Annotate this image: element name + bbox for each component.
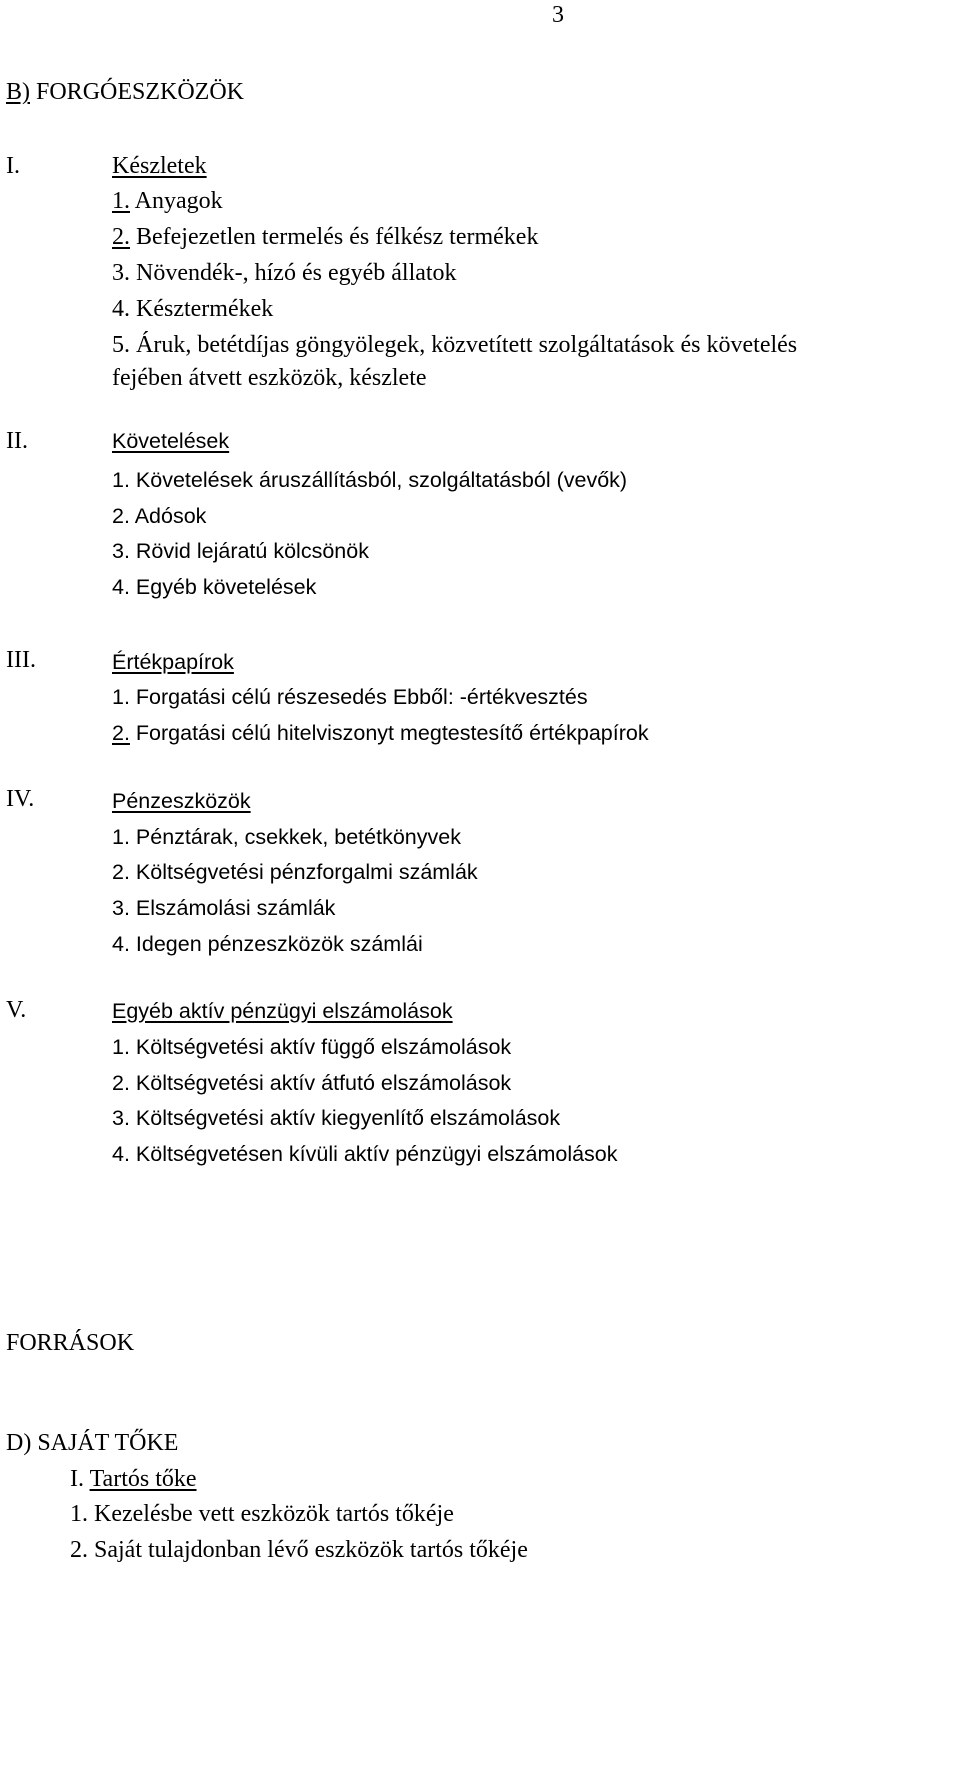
- page-number: 3: [552, 2, 564, 28]
- list-item: 3. Költségvetési aktív kiegyenlítő elszámolások: [112, 1106, 561, 1130]
- group-title-kovetelesek: Követelések: [112, 429, 230, 453]
- section-b-letter: B): [6, 79, 30, 105]
- list-item: 2. Költségvetési aktív átfutó elszámolások: [112, 1071, 512, 1095]
- list-item: 1. Pénztárak, csekkek, betétkönyvek: [112, 825, 461, 849]
- section-d-subheading: I. Tartós tőke: [70, 1466, 197, 1492]
- list-item: 4. Idegen pénzeszközök számlái: [112, 932, 423, 956]
- list-item: 2. Adósok: [112, 504, 207, 528]
- list-item: 1. Követelések áruszállításból, szolgáltatásból (vevők): [112, 468, 628, 492]
- group-title-penzeszkozok: Pénzeszközök: [112, 789, 251, 813]
- group-roman-iii: III.: [6, 647, 36, 673]
- list-item: 1. Forgatási célú részesedés Ebből: -értékvesztés: [112, 685, 588, 709]
- list-item: 3. Növendék-, hízó és egyéb állatok: [112, 260, 457, 286]
- group-title-keszletek: Készletek: [112, 153, 207, 179]
- group-roman-ii: II.: [6, 428, 28, 454]
- tartos-toke-title: Tartós tőke: [89, 1466, 197, 1492]
- group-roman-v: V.: [6, 997, 27, 1023]
- list-item: 5. Áruk, betétdíjas göngyölegek, közvetített szolgáltatások és követelés: [112, 332, 798, 358]
- section-b-title: FORGÓESZKÖZÖK: [30, 79, 245, 105]
- list-item-continuation: fejében átvett eszközök, készlete: [112, 365, 427, 391]
- list-item: 2. Befejezetlen termelés és félkész termékek: [112, 224, 539, 250]
- list-item: 4. Egyéb követelések: [112, 575, 317, 599]
- section-b-heading: [6, 78, 244, 106]
- list-item: 1. Költségvetési aktív függő elszámolások: [112, 1035, 512, 1059]
- list-item: 2. Forgatási célú hitelviszonyt megtestesítő értékpapírok: [112, 721, 649, 745]
- list-item: 1. Kezelésbe vett eszközök tartós tőkéje: [70, 1501, 454, 1527]
- list-item: 2. Saját tulajdonban lévő eszközök tartós tőkéje: [70, 1537, 528, 1563]
- list-item: 1. Anyagok: [112, 188, 223, 214]
- group-title-egyeb-aktiv: Egyéb aktív pénzügyi elszámolások: [112, 999, 453, 1023]
- group-roman-iv: IV.: [6, 786, 35, 812]
- section-d-heading: D) SAJÁT TŐKE: [6, 1430, 179, 1456]
- list-item: 3. Rövid lejáratú kölcsönök: [112, 539, 369, 563]
- list-item: 4. Késztermékek: [112, 296, 274, 322]
- forrasok-heading: FORRÁSOK: [6, 1330, 135, 1356]
- group-title-ertekpapirok: Értékpapírok: [112, 650, 234, 674]
- list-item: 2. Költségvetési pénzforgalmi számlák: [112, 860, 478, 884]
- list-item: 4. Költségvetésen kívüli aktív pénzügyi elszámolások: [112, 1142, 618, 1166]
- group-roman-i: I.: [6, 153, 20, 179]
- list-item: 3. Elszámolási számlák: [112, 896, 336, 920]
